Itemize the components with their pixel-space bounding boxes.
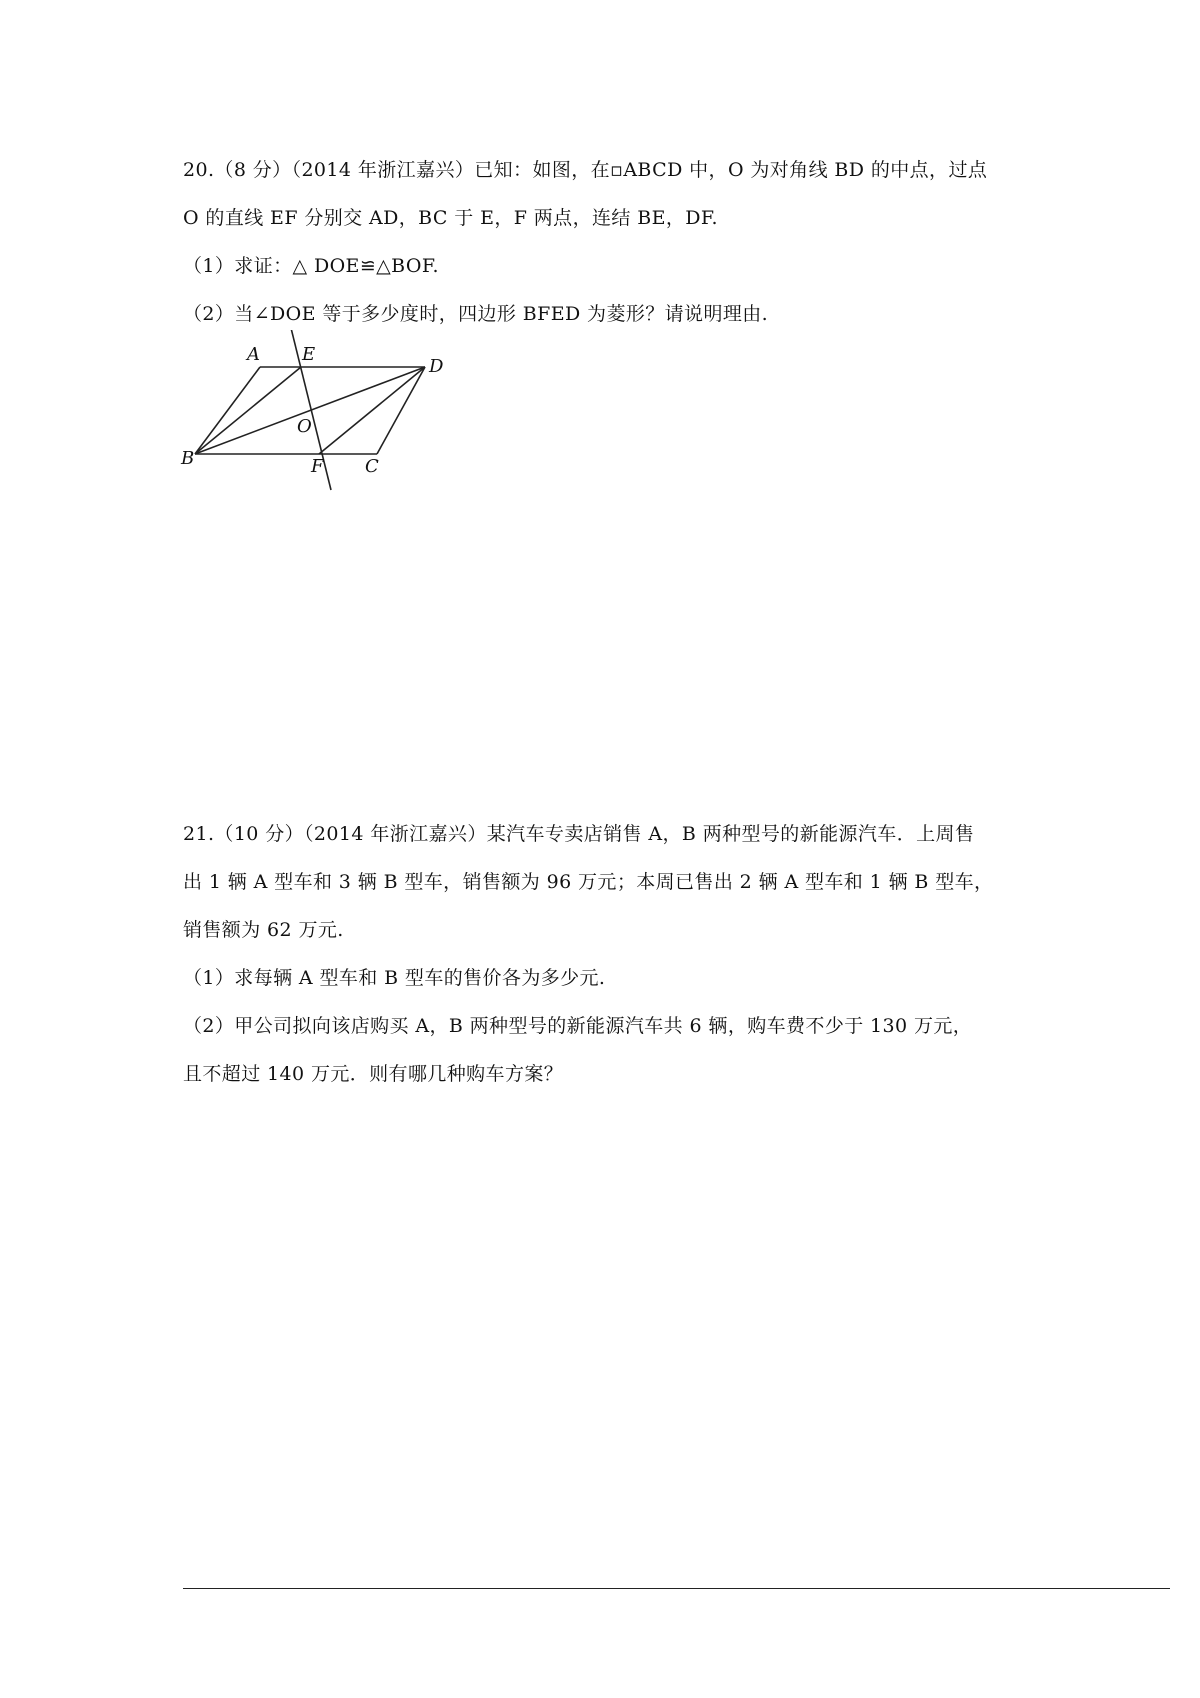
q20-statement-line-2: O 的直线 EF 分别交 AD，BC 于 E，F 两点，连结 BE，DF. [183, 207, 718, 229]
label-a: A [247, 344, 260, 365]
label-o: O [297, 416, 312, 437]
footer-divider [183, 1588, 1170, 1589]
parallelogram-figure [175, 330, 455, 500]
label-e: E [302, 344, 316, 365]
label-d: D [429, 356, 444, 377]
segment-be [195, 367, 301, 454]
q20-statement-line-1: 20.（8 分）（2014 年浙江嘉兴）已知：如图，在▫ABCD 中，O 为对角线 BD 的中点，过点 [183, 159, 988, 181]
q20-part-2: （2）当∠DOE 等于多少度时，四边形 BFED 为菱形？请说明理由. [183, 303, 769, 325]
parallelogram-diagram [175, 330, 455, 500]
q20-part-1: （1）求证：△ DOE≌△BOF. [183, 255, 439, 277]
q21-part-2-line-1: （2）甲公司拟向该店购买 A，B 两种型号的新能源汽车共 6 辆，购车费不少于 130 万元， [183, 1015, 973, 1037]
label-b: B [181, 448, 195, 469]
q21-statement-line-2: 出 1 辆 A 型车和 3 辆 B 型车，销售额为 96 万元；本周已售出 2 辆 A 型车和 1 辆 B 型车， [183, 871, 994, 893]
label-f: F [311, 456, 324, 477]
segment-df [319, 367, 425, 454]
q21-part-2-line-2: 且不超过 140 万元．则有哪几种购车方案？ [183, 1063, 564, 1085]
edge-dc [377, 367, 425, 454]
q21-part-1: （1）求每辆 A 型车和 B 型车的售价各为多少元. [183, 967, 606, 989]
label-c: C [365, 456, 379, 477]
q21-statement-line-3: 销售额为 62 万元. [183, 919, 344, 941]
diagonal-bd [195, 367, 425, 454]
q21-statement-line-1: 21.（10 分）（2014 年浙江嘉兴）某汽车专卖店销售 A，B 两种型号的新能源汽车．上周售 [183, 823, 975, 845]
